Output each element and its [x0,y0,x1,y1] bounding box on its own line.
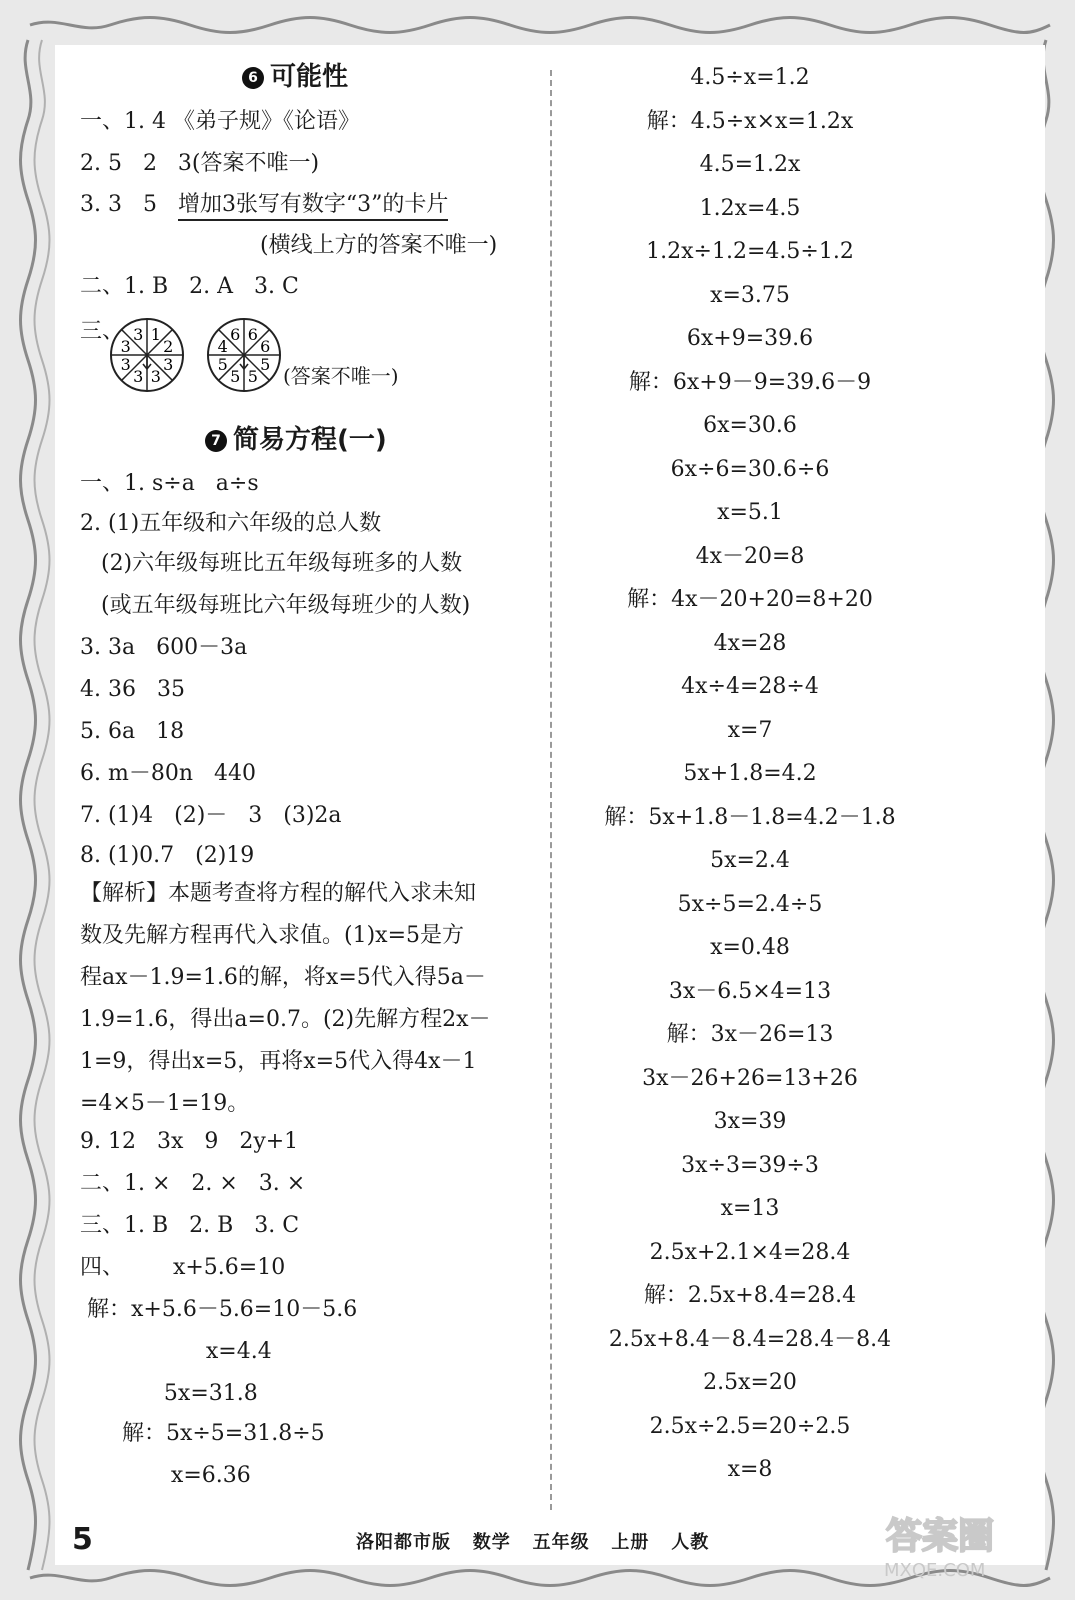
section7-badge: 7 [205,430,227,452]
left-line-14: 1=9，得出x=5，再将x=5代入得4x－1 [80,1049,477,1074]
wheel-sector-label: 5 [217,354,228,374]
left-line-9: 8. (1)0.7 (2)19 [80,843,255,868]
left-line-15: =4×5－1=19。 [80,1091,250,1116]
left-line-7: 6. m－80n 440 [80,761,256,786]
left-line-21: x=4.4 [80,1339,272,1364]
right-line-23: 3x－26+26=13+26 [642,1065,858,1091]
right-line-16: 5x+1.8=4.2 [683,761,817,786]
column-divider [550,70,552,1510]
right-line-9: 6x÷6=30.6÷6 [670,456,830,482]
right-line-26: x=13 [720,1196,780,1221]
watermark-logo [878,1502,1048,1582]
s6-q1-2: 2. 5 2 3(答案不唯一) [80,151,320,176]
left-line-12: 程ax－1.9=1.6的解，将x=5代入得5a－ [80,965,486,990]
spinner-wheel-1 [108,316,186,394]
wheel-sector-label: 4 [217,337,228,357]
wheel-sector-label: 3 [120,337,131,357]
left-line-2: (2)六年级每班比五年级每班多的人数 [80,551,463,576]
wheel-sector-label: 6 [230,324,241,344]
wheel-sector-label: 5 [230,367,241,387]
right-line-22: 解：3x－26=13 [666,1022,834,1047]
right-line-27: 2.5x+2.1×4=28.4 [649,1239,851,1265]
left-line-19: 四、 x+5.6=10 [80,1255,286,1280]
right-line-0: 4.5÷x=1.2 [690,65,810,90]
wheel-sector-label: 1 [150,324,161,344]
right-line-29: 2.5x+8.4－8.4=28.4－8.4 [608,1326,892,1352]
right-line-5: x=3.75 [710,282,790,308]
s6-q3-label: 三、 [80,319,125,344]
section6-title [242,62,348,92]
left-line-17: 二、1. × 2. × 3. × [80,1171,306,1196]
s6-q3-note: (答案不唯一) [283,364,399,388]
left-line-13: 1.9=1.6，得出a=0.7。(2)先解方程2x－ [80,1007,491,1032]
left-line-6: 5. 6a 18 [80,719,185,744]
right-line-21: 3x－6.5×4=13 [668,978,832,1004]
right-line-20: x=0.48 [710,935,790,960]
footer-text: 洛阳都市版 数学 五年级 上册 人教 [356,1532,710,1553]
right-line-10: x=5.1 [717,500,783,525]
left-line-20: 解：x+5.6－5.6=10－5.6 [80,1297,358,1322]
wheel-sector-label: 6 [260,337,271,357]
right-line-19: 5x÷5=2.4÷5 [677,891,823,917]
right-line-7: 解：6x+9－9=39.6－9 [628,369,872,395]
left-line-22: 5x=31.8 [80,1381,258,1406]
right-line-18: 5x=2.4 [710,848,790,873]
left-line-8: 7. (1)4 (2)－ 3 (3)2a [80,803,342,828]
right-line-14: 4x÷4=28÷4 [681,674,819,699]
wheel-sector-label: 5 [247,367,258,387]
section6-title-text: 可能性 [270,62,349,92]
right-line-28: 解：2.5x+8.4=28.4 [643,1283,857,1308]
section7-title [205,425,387,455]
right-line-12: 解：4x－20+20=8+20 [627,587,873,612]
page-number: 5 [72,1522,93,1557]
s6-q1-3-prefix: 3. 3 5 [80,192,178,217]
right-line-4: 1.2x÷1.2=4.5÷1.2 [646,239,854,264]
right-line-31: 2.5x÷2.5=20÷2.5 [649,1413,851,1439]
s6-q1-3-note: (横线上方的答案不唯一) [260,233,498,258]
wheel-sector-label: 6 [247,324,258,344]
right-line-11: 4x－20=8 [695,543,805,569]
s6-q1-1: 一、1. 4 《弟子规》《论语》 [80,109,360,134]
spinner-wheel-2 [205,316,283,394]
wheel-sector-label: 5 [260,354,271,374]
section6-badge: 6 [242,67,264,89]
right-line-3: 1.2x=4.5 [699,195,801,221]
s6-q1-3-underlined: 增加3张写有数字“3”的卡片 [178,192,449,221]
watermark-url: MXQE.COM [884,1560,986,1581]
left-line-5: 4. 36 35 [80,677,185,702]
wheel-sector-label: 2 [163,337,174,357]
s6-q1-3 [80,191,448,219]
left-line-11: 数及先解方程再代入求值。(1)x=5是方 [80,923,465,948]
left-line-18: 三、1. B 2. B 3. C [80,1213,300,1238]
wheel-sector-label: 3 [150,367,161,387]
right-line-17: 解：5x+1.8－1.8=4.2－1.8 [604,804,896,830]
left-line-4: 3. 3a 600－3a [80,635,248,660]
right-line-25: 3x÷3=39÷3 [681,1152,819,1178]
right-line-2: 4.5=1.2x [699,152,801,177]
wheel-sector-label: 3 [133,324,144,344]
right-line-32: x=8 [727,1457,773,1482]
wheel-sector-label: 3 [133,367,144,387]
left-line-3: (或五年级每班比六年级每班少的人数) [80,593,471,618]
right-line-15: x=7 [727,717,773,743]
wheel-sector-label: 3 [163,354,174,374]
wheel-sector-label: 3 [120,354,131,374]
left-line-0: 一、1. s÷a a÷s [80,471,259,496]
left-line-24: x=6.36 [80,1463,251,1488]
left-line-16: 9. 12 3x 9 2y+1 [80,1129,299,1154]
left-line-1: 2. (1)五年级和六年级的总人数 [80,511,382,536]
left-line-23: 解：5x÷5=31.8÷5 [80,1421,325,1446]
s6-q2: 二、1. B 2. A 3. C [80,274,299,299]
section7-title-text: 简易方程(一) [233,425,387,455]
right-line-8: 6x=30.6 [703,413,797,438]
left-line-10: 【解析】本题考查将方程的解代入求未知 [80,881,477,906]
watermark-text: 答案圈 [886,1516,995,1557]
right-line-1: 解：4.5÷x×x=1.2x [646,108,854,134]
right-line-13: 4x=28 [713,630,787,656]
right-line-6: 6x+9=39.6 [686,326,814,351]
right-line-30: 2.5x=20 [703,1370,797,1395]
right-line-24: 3x=39 [713,1109,787,1134]
